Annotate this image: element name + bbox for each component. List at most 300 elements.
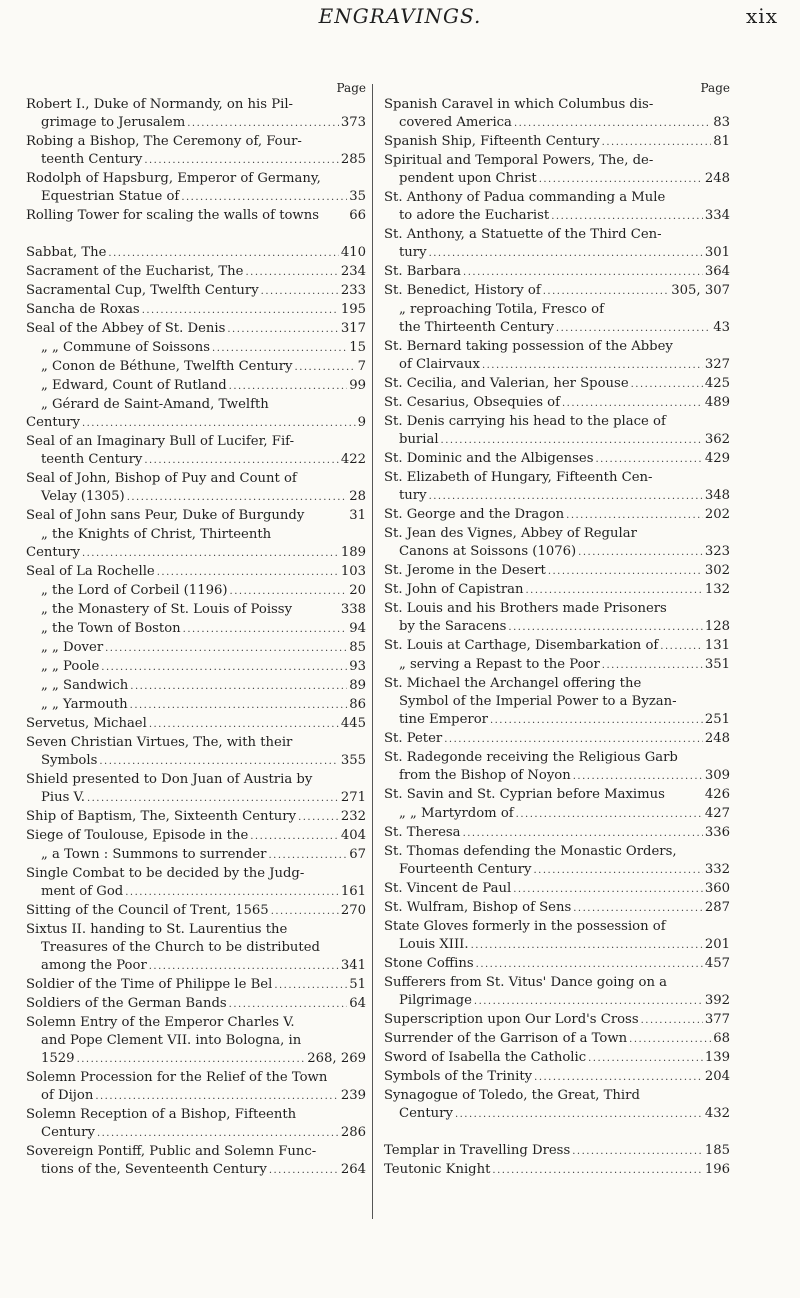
entry-line bbox=[384, 1030, 730, 1049]
entry-line bbox=[384, 282, 730, 301]
entry-page-number: 341 bbox=[340, 958, 366, 973]
leader-dots bbox=[578, 544, 703, 562]
index-entry bbox=[384, 1049, 730, 1068]
entry-page-number: 132 bbox=[704, 582, 730, 597]
entry-page-number: 99 bbox=[349, 378, 366, 393]
entry-page-number: 86 bbox=[349, 697, 366, 712]
entry-text: „ Gérard de Saint-Amand, Twelfth bbox=[41, 397, 269, 412]
index-entry bbox=[384, 637, 730, 656]
entry-text: „ the Lord of Corbeil (1196) bbox=[41, 583, 228, 598]
entry-page-number: 445 bbox=[340, 716, 366, 731]
leader-dots bbox=[149, 958, 339, 976]
entry-line bbox=[26, 488, 366, 507]
entry-line bbox=[384, 918, 730, 936]
entry-text: Sixtus II. handing to St. Laurentius the bbox=[26, 922, 288, 937]
index-entry bbox=[384, 506, 730, 525]
entry-text: tions of the, Seventeenth Century bbox=[41, 1162, 267, 1177]
entry-text: Servetus, Michael bbox=[26, 716, 147, 731]
entry-text: St. Louis at Carthage, Disembarkation of bbox=[384, 638, 659, 653]
entry-page-number: 28 bbox=[349, 489, 366, 504]
entry-line bbox=[384, 413, 730, 431]
entry-page-number: 285 bbox=[340, 152, 366, 167]
index-entry bbox=[26, 377, 366, 396]
entry-line bbox=[384, 992, 730, 1011]
entry-text: tury bbox=[399, 488, 427, 503]
leader-dots bbox=[105, 640, 347, 658]
entry-text: grimage to Jerusalem bbox=[41, 115, 186, 130]
index-entry bbox=[384, 1142, 730, 1161]
entry-line bbox=[384, 189, 730, 207]
entry-text: St. Jerome in the Desert bbox=[384, 563, 546, 578]
entry-line bbox=[384, 880, 730, 899]
entry-page-number: 31 bbox=[349, 508, 366, 523]
entry-line bbox=[384, 600, 730, 618]
leader-dots bbox=[596, 451, 703, 469]
entry-line bbox=[26, 188, 366, 207]
entry-text: „ „ Martyrdom of bbox=[399, 806, 514, 821]
leader-dots bbox=[250, 828, 339, 846]
entry-line bbox=[384, 543, 730, 562]
entry-page-number: 362 bbox=[704, 432, 730, 447]
entry-line bbox=[384, 394, 730, 413]
entry-page-number: 7 bbox=[357, 359, 366, 374]
section-gap bbox=[26, 226, 366, 244]
entry-text: ment of God bbox=[41, 884, 124, 899]
entry-line bbox=[26, 244, 366, 263]
leader-dots bbox=[298, 809, 339, 827]
entry-page-number: 239 bbox=[340, 1088, 366, 1103]
entry-text: Single Combat to be decided by the Judg- bbox=[26, 866, 305, 881]
right-entries bbox=[384, 96, 730, 1180]
entry-page-number: 195 bbox=[340, 302, 366, 317]
entry-page-number: 85 bbox=[349, 640, 366, 655]
entry-line bbox=[26, 1087, 366, 1106]
entry-line bbox=[26, 151, 366, 170]
index-entry bbox=[384, 469, 730, 506]
index-entry bbox=[384, 562, 730, 581]
index-entry bbox=[26, 715, 366, 734]
index-entry bbox=[384, 450, 730, 469]
entry-line bbox=[26, 1106, 366, 1124]
entry-page-number: 189 bbox=[340, 545, 366, 560]
entry-page-number: 20 bbox=[349, 583, 366, 598]
entry-line bbox=[384, 1105, 730, 1124]
entry-line bbox=[384, 96, 730, 114]
leader-dots bbox=[127, 489, 348, 507]
index-entry bbox=[384, 675, 730, 730]
index-entry bbox=[384, 152, 730, 189]
entry-text: Soldiers of the German Bands bbox=[26, 996, 227, 1011]
leader-dots bbox=[274, 977, 347, 995]
left-entries bbox=[26, 96, 366, 1180]
entry-line bbox=[26, 808, 366, 827]
entry-line bbox=[384, 1161, 730, 1180]
leader-dots bbox=[157, 564, 339, 582]
entry-line bbox=[26, 207, 366, 226]
entry-text: St. Peter bbox=[384, 731, 443, 746]
index-entry bbox=[26, 1069, 366, 1106]
entry-text: Equestrian Statue of bbox=[41, 189, 180, 204]
entry-line bbox=[384, 301, 730, 319]
leader-dots bbox=[87, 790, 339, 808]
entry-text: „ „ Yarmouth bbox=[41, 697, 128, 712]
entry-page-number: 427 bbox=[704, 806, 730, 821]
leader-dots bbox=[492, 1162, 702, 1180]
entry-line bbox=[26, 282, 366, 301]
entry-line bbox=[26, 1143, 366, 1161]
entry-line bbox=[384, 469, 730, 487]
entry-page-number: 323 bbox=[704, 544, 730, 559]
entry-line bbox=[26, 846, 366, 865]
entry-page-number: 67 bbox=[349, 847, 366, 862]
index-entry bbox=[384, 133, 730, 152]
page-column-label: Page bbox=[336, 81, 366, 95]
index-entry bbox=[384, 918, 730, 955]
entry-text: St. Barbara bbox=[384, 264, 462, 279]
entry-page-number: 196 bbox=[704, 1162, 730, 1177]
entry-page-number: 364 bbox=[704, 264, 730, 279]
index-entry bbox=[26, 96, 366, 133]
entry-text: Stone Coffins bbox=[384, 956, 474, 971]
entry-text: the Thirteenth Century bbox=[399, 320, 554, 335]
index-entry bbox=[26, 1143, 366, 1180]
index-entry bbox=[384, 394, 730, 413]
entry-page-number: 15 bbox=[349, 340, 366, 355]
leader-dots bbox=[229, 378, 348, 396]
entry-page-number: 83 bbox=[713, 115, 730, 130]
leader-dots bbox=[271, 903, 339, 921]
entry-page-number: 286 bbox=[340, 1125, 366, 1140]
entry-text: Louis XIII. bbox=[399, 937, 469, 952]
entry-page-number: 360 bbox=[704, 881, 730, 896]
entry-line bbox=[26, 1069, 366, 1087]
leader-dots bbox=[144, 452, 339, 470]
leader-dots bbox=[602, 134, 712, 152]
leader-dots bbox=[471, 937, 703, 955]
entry-text: „ the Town of Boston bbox=[41, 621, 181, 636]
entry-line bbox=[26, 1014, 366, 1032]
index-entry bbox=[26, 358, 366, 377]
entry-line bbox=[26, 715, 366, 734]
entry-page-number: 317 bbox=[340, 321, 366, 336]
entry-text: „ the Monastery of St. Louis of Poissy bbox=[41, 602, 293, 617]
index-entry bbox=[384, 301, 730, 338]
leader-dots bbox=[227, 321, 338, 339]
index-entry bbox=[384, 749, 730, 786]
entry-text: Seal of an Imaginary Bull of Lucifer, Fif- bbox=[26, 434, 295, 449]
index-entry bbox=[384, 338, 730, 375]
entry-text: „ „ Sandwich bbox=[41, 678, 129, 693]
index-entry bbox=[26, 170, 366, 207]
leader-dots bbox=[97, 1125, 339, 1143]
leader-dots bbox=[187, 115, 339, 133]
entry-line bbox=[26, 734, 366, 752]
entry-line bbox=[384, 1142, 730, 1161]
entry-page-number: 287 bbox=[704, 900, 730, 915]
entry-text: St. Anthony, a Statuette of the Third Cen- bbox=[384, 227, 662, 242]
leader-dots bbox=[142, 302, 339, 320]
entry-text: Seal of John sans Peur, Duke of Burgundy bbox=[26, 508, 305, 523]
entry-line bbox=[384, 581, 730, 600]
right-column bbox=[384, 80, 730, 1180]
leader-dots bbox=[429, 245, 703, 263]
entry-page-number: 43 bbox=[713, 320, 730, 335]
leader-dots bbox=[455, 1106, 703, 1124]
entry-line bbox=[384, 263, 730, 282]
entry-text: „ Edward, Count of Rutland bbox=[41, 378, 227, 393]
entry-text: „ serving a Repast to the Poor bbox=[399, 657, 600, 672]
entry-line bbox=[384, 675, 730, 693]
leader-dots bbox=[101, 659, 347, 677]
entry-text: and Pope Clement VII. into Bologna, in bbox=[41, 1033, 302, 1048]
entry-text: to adore the Eucharist bbox=[399, 208, 550, 223]
left-column bbox=[26, 80, 366, 1180]
entry-page-number: 327 bbox=[704, 357, 730, 372]
leader-dots bbox=[513, 881, 703, 899]
entry-line bbox=[26, 1050, 366, 1069]
entry-page-number: 248 bbox=[704, 171, 730, 186]
page-header bbox=[0, 4, 800, 44]
index-entry bbox=[26, 976, 366, 995]
index-entry bbox=[26, 563, 366, 582]
entry-text: Spiritual and Temporal Powers, The, de- bbox=[384, 153, 654, 168]
entry-text: St. Michael the Archangel offering the bbox=[384, 676, 642, 691]
entry-text: Solemn Reception of a Bishop, Fifteenth bbox=[26, 1107, 297, 1122]
index-entry bbox=[26, 433, 366, 470]
leader-dots bbox=[551, 208, 703, 226]
entry-text: St. Elizabeth of Hungary, Fifteenth Cen- bbox=[384, 470, 653, 485]
leader-dots bbox=[508, 619, 702, 637]
entry-line bbox=[26, 377, 366, 396]
entry-line bbox=[384, 936, 730, 955]
entry-text: Symbols of the Trinity bbox=[384, 1069, 533, 1084]
entry-page-number: 248 bbox=[704, 731, 730, 746]
entry-text: Seal of La Rochelle bbox=[26, 564, 155, 579]
entry-page-number: 35 bbox=[349, 189, 366, 204]
entry-page-number: 351 bbox=[704, 657, 730, 672]
index-entry bbox=[26, 339, 366, 358]
entry-line bbox=[26, 827, 366, 846]
leader-dots bbox=[429, 488, 703, 506]
entry-text: Ship of Baptism, The, Sixteenth Century bbox=[26, 809, 297, 824]
index-entry bbox=[26, 396, 366, 433]
entry-text: Sovereign Pontiff, Public and Solemn Func- bbox=[26, 1144, 317, 1159]
entry-text: covered America bbox=[399, 115, 512, 130]
entry-line bbox=[384, 1087, 730, 1105]
entry-line bbox=[26, 957, 366, 976]
entry-text: St. Benedict, History of bbox=[384, 283, 541, 298]
entry-text: Sword of Isabella the Catholic bbox=[384, 1050, 587, 1065]
entry-text: Solemn Entry of the Emperor Charles V. bbox=[26, 1015, 295, 1030]
entry-page-number: 233 bbox=[340, 283, 366, 298]
entry-text: Rodolph of Hapsburg, Emperor of Germany, bbox=[26, 171, 321, 186]
index-entry bbox=[384, 581, 730, 600]
entry-text: Sitting of the Council of Trent, 1565 bbox=[26, 903, 269, 918]
entry-line bbox=[384, 805, 730, 824]
leader-dots bbox=[629, 1031, 711, 1049]
entry-page-number: 270 bbox=[340, 903, 366, 918]
index-entry bbox=[26, 639, 366, 658]
leader-dots bbox=[82, 545, 339, 563]
entry-line bbox=[384, 114, 730, 133]
index-entry bbox=[384, 955, 730, 974]
entry-page-number: 204 bbox=[704, 1069, 730, 1084]
entry-text: St. Radegonde receiving the Religious Garb bbox=[384, 750, 678, 765]
entry-page-number: 355 bbox=[340, 753, 366, 768]
entry-text: St. Savin and St. Cyprian before Maximus bbox=[384, 787, 665, 802]
leader-dots bbox=[441, 432, 703, 450]
entry-page-number: 64 bbox=[349, 996, 366, 1011]
leader-dots bbox=[99, 753, 338, 771]
entry-text: Sacramental Cup, Twelfth Century bbox=[26, 283, 259, 298]
leader-dots bbox=[525, 582, 702, 600]
index-entry bbox=[384, 525, 730, 562]
leader-dots bbox=[95, 1088, 339, 1106]
leader-dots bbox=[534, 862, 703, 880]
entry-text: Siege of Toulouse, Episode in the bbox=[26, 828, 249, 843]
entry-line bbox=[26, 1032, 366, 1050]
entry-line bbox=[384, 656, 730, 675]
entry-line bbox=[26, 301, 366, 320]
entry-text: St. Anthony of Padua commanding a Mule bbox=[384, 190, 666, 205]
index-entry bbox=[26, 526, 366, 563]
leader-dots bbox=[230, 583, 348, 601]
index-entry bbox=[26, 696, 366, 715]
entry-page-number: 201 bbox=[704, 937, 730, 952]
entry-page-number: 410 bbox=[340, 245, 366, 260]
entry-text: Century bbox=[26, 545, 80, 560]
entry-line bbox=[26, 639, 366, 658]
index-entry bbox=[384, 226, 730, 263]
entry-text: „ reproaching Totila, Fresco of bbox=[399, 302, 604, 317]
entry-line bbox=[26, 976, 366, 995]
index-entry bbox=[26, 601, 366, 620]
entry-page-number: 139 bbox=[704, 1050, 730, 1065]
entry-line bbox=[26, 939, 366, 957]
entry-text: Seal of the Abbey of St. Denis bbox=[26, 321, 226, 336]
entry-line bbox=[384, 562, 730, 581]
index-entry bbox=[26, 133, 366, 170]
entry-line bbox=[26, 1124, 366, 1143]
entry-line bbox=[26, 470, 366, 488]
index-entry bbox=[384, 843, 730, 880]
entry-text: St. George and the Dragon bbox=[384, 507, 565, 522]
entry-text: Canons at Soissons (1076) bbox=[399, 544, 577, 559]
entry-text: St. Bernard taking possession of the Abbey bbox=[384, 339, 673, 354]
entry-text: St. Louis and his Brothers made Prisoners bbox=[384, 601, 667, 616]
leader-dots bbox=[130, 697, 348, 715]
entry-text: Symbols bbox=[41, 753, 98, 768]
entry-text: Surrender of the Garrison of a Town bbox=[384, 1031, 628, 1046]
index-entry bbox=[384, 96, 730, 133]
entry-text: Century bbox=[399, 1106, 453, 1121]
leader-dots bbox=[108, 245, 338, 263]
entry-page-number: 185 bbox=[704, 1143, 730, 1158]
entry-text: St. Wulfram, Bishop of Sens bbox=[384, 900, 572, 915]
leader-dots bbox=[631, 376, 703, 394]
entry-line bbox=[26, 433, 366, 451]
entry-line bbox=[384, 356, 730, 375]
entry-line bbox=[384, 319, 730, 338]
index-entry bbox=[26, 582, 366, 601]
index-entry bbox=[384, 1161, 730, 1180]
leader-dots bbox=[476, 956, 703, 974]
index-entry bbox=[26, 865, 366, 902]
entry-line bbox=[26, 563, 366, 582]
entry-line bbox=[26, 620, 366, 639]
leader-dots bbox=[573, 900, 703, 918]
entry-text: teenth Century bbox=[41, 152, 143, 167]
entry-text: Synagogue of Toledo, the Great, Third bbox=[384, 1088, 640, 1103]
leader-dots bbox=[125, 884, 339, 902]
entry-text: Shield presented to Don Juan of Austria by bbox=[26, 772, 313, 787]
entry-line bbox=[384, 861, 730, 880]
index-entry bbox=[26, 677, 366, 696]
index-entry bbox=[384, 1087, 730, 1124]
index-entry bbox=[26, 902, 366, 921]
entry-text: Robing a Bishop, The Ceremony of, Four- bbox=[26, 134, 302, 149]
entry-page-number: 202 bbox=[704, 507, 730, 522]
index-entry bbox=[384, 656, 730, 675]
leader-dots bbox=[144, 152, 339, 170]
index-entry bbox=[26, 263, 366, 282]
index-entry bbox=[26, 846, 366, 865]
index-entry bbox=[384, 786, 730, 805]
index-entry bbox=[384, 824, 730, 843]
entry-text: Velay (1305) bbox=[41, 489, 125, 504]
entry-line bbox=[384, 525, 730, 543]
index-entry bbox=[26, 808, 366, 827]
entry-text: Teutonic Knight bbox=[384, 1162, 491, 1177]
entry-page-number: 131 bbox=[704, 638, 730, 653]
leader-dots bbox=[229, 996, 348, 1014]
entry-page-number: 94 bbox=[349, 621, 366, 636]
entry-page-number: 268, 269 bbox=[307, 1051, 366, 1066]
entry-line bbox=[26, 358, 366, 377]
leader-dots bbox=[572, 1143, 703, 1161]
entry-line bbox=[384, 824, 730, 843]
entry-line bbox=[26, 865, 366, 883]
entry-line bbox=[384, 244, 730, 263]
page-column-label: Page bbox=[700, 81, 730, 95]
entry-line bbox=[26, 752, 366, 771]
index-entry bbox=[26, 207, 366, 226]
entry-line bbox=[384, 974, 730, 992]
leader-dots bbox=[514, 115, 711, 133]
entry-page-number: 373 bbox=[340, 115, 366, 130]
index-entry bbox=[384, 1011, 730, 1030]
entry-line bbox=[26, 263, 366, 282]
entry-page-number: 432 bbox=[704, 1106, 730, 1121]
index-entry bbox=[384, 600, 730, 637]
index-entry bbox=[26, 507, 366, 526]
index-entry bbox=[26, 1014, 366, 1069]
entry-line bbox=[26, 544, 366, 563]
index-entry bbox=[26, 734, 366, 771]
entry-text: Soldier of the Time of Philippe le Bel bbox=[26, 977, 273, 992]
entry-line bbox=[384, 450, 730, 469]
entry-page-number: 81 bbox=[713, 134, 730, 149]
entry-line bbox=[384, 1011, 730, 1030]
entry-page-number: 392 bbox=[704, 993, 730, 1008]
entry-text: Sabbat, The bbox=[26, 245, 107, 260]
index-entry bbox=[26, 827, 366, 846]
index-entry bbox=[384, 974, 730, 1011]
entry-line bbox=[26, 339, 366, 358]
entry-page-number: 232 bbox=[340, 809, 366, 824]
entry-line bbox=[26, 582, 366, 601]
leader-dots bbox=[543, 283, 670, 301]
